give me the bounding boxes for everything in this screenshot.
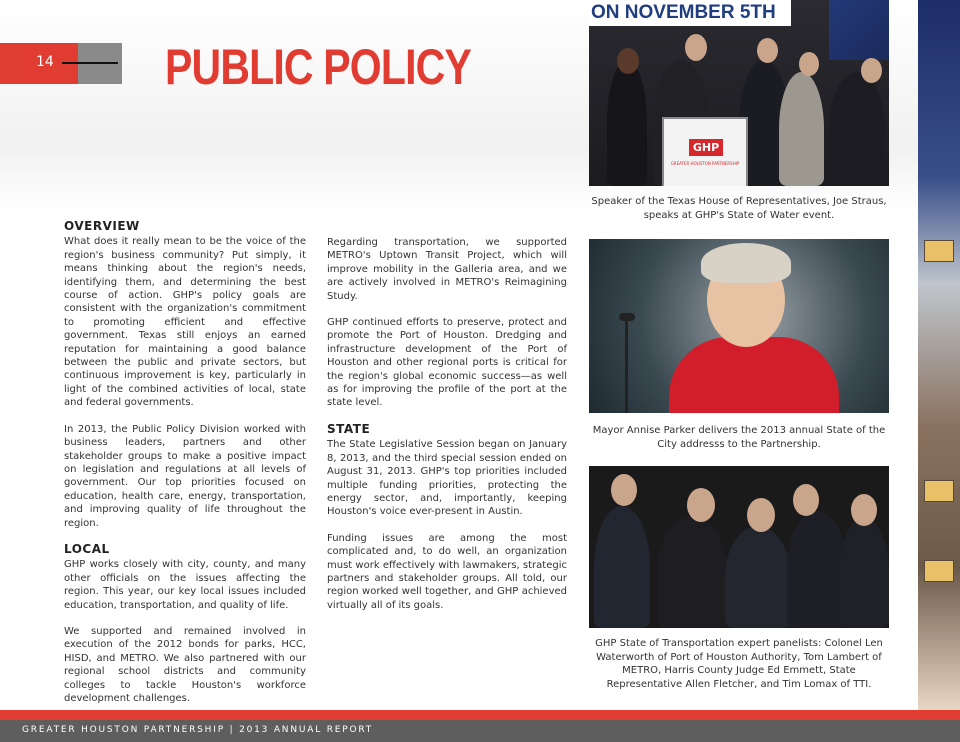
paragraph: In 2013, the Public Policy Division worked with business leaders, partners and other stakeholder groups to make a positive impact on legislation and regulations at all levels of government. Our top priorities focused on education, health care, energy, transportation, and improving quality of life throughout the region. xyxy=(64,423,306,529)
section-heading-local: LOCAL xyxy=(64,541,110,556)
person-hair xyxy=(701,243,791,283)
photo-caption: Mayor Annise Parker delivers the 2013 annual State of the City addresss to the Partnership. xyxy=(592,425,886,450)
person-figure xyxy=(839,518,889,628)
person-figure xyxy=(787,511,847,628)
person-figure xyxy=(657,516,727,628)
paragraph: What does it really mean to be the voice of the region's business community? Put simply, it means thinking about the region's needs, identifying them, and determining the best course of action. GHP's policy goals are consistent with the organization's commitment to promoting efficient and effective government. Texas still enjoys an earned reputation for maintaining a good balance between the public and private sectors, but continuous improvement is key, particularly in light of the combined activities of local, state and federal governments. xyxy=(64,236,306,409)
text-column-left xyxy=(64,220,306,718)
person-head xyxy=(685,34,707,61)
person-head xyxy=(687,488,715,522)
window-shape xyxy=(924,480,954,502)
texas-flag xyxy=(829,0,889,60)
person-figure xyxy=(607,60,647,186)
microphone-stand xyxy=(625,319,628,413)
photo-banner-text: ON NOVEMBER 5TH xyxy=(589,0,791,26)
section-heading-overview: OVERVIEW xyxy=(64,219,140,233)
person-head xyxy=(747,498,775,532)
podium-subtext: GREATER HOUSTON PARTNERSHIP xyxy=(670,161,740,166)
paragraph: The State Legislative Session began on January 8, 2013, and the third special session ended on August 31, 2013. GHP's top priorities included multiple funding priorities, protecting the energy sector, and, importantly, keeping Houston's voice ever-present in Austin. xyxy=(327,439,567,518)
person-head xyxy=(757,38,778,63)
photo-caption: GHP State of Transportation expert panelists: Colonel Len Waterworth of Port of Houston Authority, Tom Lambert of METRO, Harris County Judge Ed Emmett, State Representative Allen Fletcher, and Tim Lomax of TTI. xyxy=(595,638,883,690)
footer-text: GREATER HOUSTON PARTNERSHIP | 2013 ANNUAL REPORT xyxy=(22,725,374,735)
photo-speaker-straus xyxy=(589,0,889,186)
person-figure xyxy=(594,506,650,628)
person-head xyxy=(861,58,882,83)
window-shape xyxy=(924,560,954,582)
photo-mayor-parker xyxy=(589,239,889,413)
person-figure xyxy=(829,72,885,186)
page-number-tab xyxy=(0,43,122,84)
microphone-icon xyxy=(619,313,635,321)
person-head xyxy=(617,48,639,74)
window-shape xyxy=(924,240,954,262)
person-figure xyxy=(725,526,791,628)
page-number-rule xyxy=(62,62,118,64)
person-head xyxy=(799,52,819,76)
page-number: 14 xyxy=(36,54,54,70)
section-heading-state: STATE xyxy=(327,421,371,436)
person-figure xyxy=(669,337,839,413)
page-title: PUBLIC POLICY xyxy=(165,39,471,95)
person-head xyxy=(851,494,877,526)
paragraph: Regarding transportation, we supported METRO's Uptown Transit Project, which will improve mobility in the Galleria area, and we are actively involved in METRO's Reimagining Study. xyxy=(327,237,567,302)
decorative-building-photo xyxy=(918,0,960,710)
photo-transportation-panel xyxy=(589,466,889,628)
podium xyxy=(662,117,748,186)
paragraph: We supported and remained involved in execution of the 2012 bonds for parks, HCC, HISD, and METRO. We also partnered with our regional school districts and community colleges to tackle Houston's workforce development challenges. xyxy=(64,625,306,704)
photo-caption: Speaker of the Texas House of Representatives, Joe Straus, speaks at GHP's State of Water event. xyxy=(591,196,887,221)
paragraph: GHP continued efforts to preserve, protect and promote the Port of Houston. Dredging and infrastructure development of the Port of Houston and other regional ports is critical for the region's global economic success—as well as for improving the profile of the port at the state level. xyxy=(327,317,567,409)
paragraph: GHP works closely with city, county, and many other officials on the issues affecting the region. This year, our key local issues included education, transportation, and quality of life. xyxy=(64,559,306,611)
ghp-podium-logo: GHP xyxy=(689,139,723,156)
person-head xyxy=(793,484,819,516)
person-figure xyxy=(779,72,824,186)
footer-accent-bar xyxy=(0,710,960,720)
person-head xyxy=(611,474,637,506)
footer-bar xyxy=(0,720,960,742)
text-column-middle xyxy=(327,236,567,625)
paragraph: Funding issues are among the most complicated and, to do well, an organization must work effectively with lawmakers, strategic partners and stakeholder groups. All told, our region worked well together, and GHP achieved virtually all of its goals. xyxy=(327,532,567,611)
